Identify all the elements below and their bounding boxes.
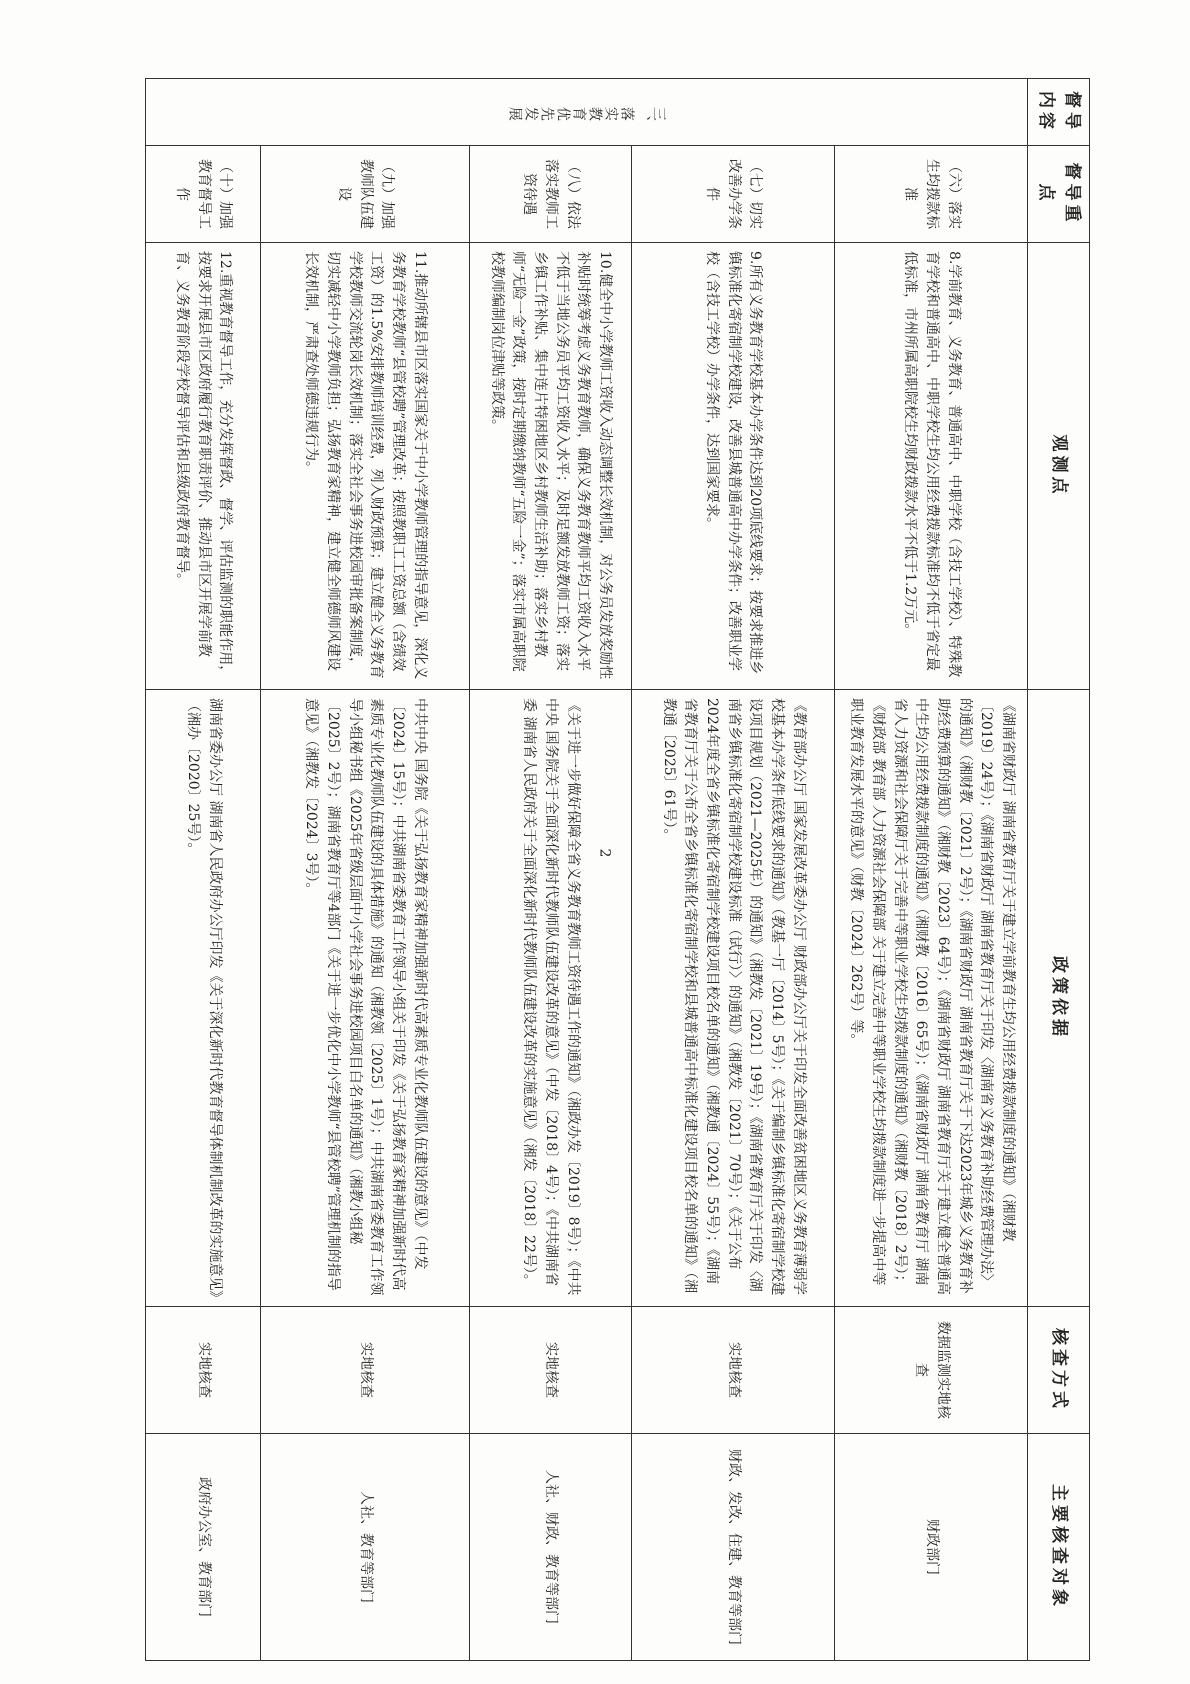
row-method: 实地核查 bbox=[631, 1307, 835, 1434]
table-row bbox=[260, 79, 469, 1661]
row-point: 8.学前教育、义务教育、普通高中、中职学校（含技工学校）、特殊教育学校和普通高中、中职学校生均公用经费拨款标准均不低于省定最低标准，市州所属高职院校生均财政拨款水平不低于1.2万元。 bbox=[835, 243, 1028, 690]
row-method: 数据监测实地核查 bbox=[835, 1307, 1028, 1434]
header-content: 督导内容 bbox=[1028, 79, 1090, 146]
row-key: （十）加强教育督导工作 bbox=[146, 146, 261, 243]
row-key: （六）落实生均拨款标准 bbox=[835, 146, 1028, 243]
row-basis: 湖南省委办公厅 湖南省人民政府办公厅印发《关于深化新时代教育督导体制机制改革的实施意见》（湘办〔2020〕25号）。 bbox=[146, 690, 261, 1307]
row-target: 财政部门 bbox=[835, 1434, 1028, 1661]
row-key: （八）依法落实教师工资待遇 bbox=[469, 146, 631, 243]
row-target: 财政、发改、住建、教育等部门 bbox=[631, 1434, 835, 1661]
table-row bbox=[469, 79, 631, 1661]
row-basis: 《教育部办公厅 国家发展改革委办公厅 财政部办公厅关于印发全面改善贫困地区义务教育薄弱学校基本办学条件底线要求的通知》（教基一厅〔2014〕5号）；《关于编制乡镇标准化寄宿制学校建设项目规划（2021—2025年）的通知》（湘教发〔2021〕19号）；《湖南省教育厅关于印发〈湖南省乡镇标准化寄宿制学校建设标准（试行）〉的通知》（湘教发〔2021〕70号）；《关于公布2024年度全省乡镇标准化寄宿制学校建设项目校名单的通知》（湘教通〔2024〕55号）；《湖南省教育厅关于公布全省乡镇标准化寄宿制学校和县城普通高中标准化建设项目校名单的通知》（湘教通〔2025〕61号）。 bbox=[631, 690, 835, 1307]
table-row bbox=[146, 79, 261, 1661]
row-basis: 《湖南省财政厅 湖南省教育厅关于建立学前教育生均公用经费拨款制度的通知》（湘财教〔2019〕24号）；《湖南省财政厅 湖南省教育厅关于印发〈湖南省义务教育补助经费管理办法〉的通知》（湘财教〔2021〕2号）；《湖南省财政厅 湖南省教育厅关于下达2023年城乡义务教育补助经费预算的通知》（湘财教〔2023〕64号）；《湖南省财政厅 湖南省教育厅关于建立健全普通高中生均公用经费拨款制度的通知》（湘财教〔2016〕65号）；《湖南省财政厅 湖南省教育厅 湖南省人力资源和社会保障厅关于完善中等职业学校生均拨款制度的通知》（湘财教〔2018〕2号）；《财政部 教育部 人力资源社会保障部 关于建立完善中等职业学校生均拨款制度进一步提高中等职业教育发展水平的意见》（财教〔2024〕262号）等。 bbox=[835, 690, 1028, 1307]
row-point: 9.所有义务教育学校基本办学条件达到20项底线要求；按要求推进乡镇标准化寄宿制学校建设，改善县城普通高中办学条件；改善职业学校（含技工学校）办学条件，达到国家要求。 bbox=[631, 243, 835, 690]
row-target: 人社、教育等部门 bbox=[260, 1434, 469, 1661]
header-key: 督导重点 bbox=[1028, 146, 1090, 243]
row-target: 政府办公室、教育部门 bbox=[146, 1434, 261, 1661]
header-point: 观测点 bbox=[1028, 243, 1090, 690]
group-label: 三、落实教育优先发展 bbox=[146, 79, 1028, 146]
row-target: 人社、财政、教育等部门 bbox=[469, 1434, 631, 1661]
table-header-row bbox=[1028, 79, 1090, 1661]
row-basis: 《关于进一步做好保障全省义务教育教师工资待遇工作的通知》（湘政办发〔2019〕8号）；《中共中央 国务院关于全面深化新时代教师队伍建设改革的意见》（中发〔2018〕4号）；《中共湖南省委 湖南省人民政府关于全面深化新时代教师队伍建设改革的实施意见》（湘发〔2018〕22号）。 bbox=[469, 690, 631, 1307]
row-point: 11.推动所辖县市区落实国家关于中小学教师管理的指导意见，深化义务教育学校教师“县管校聘”管理改革；按照教职工工资总额（含绩效工资）的1.5%安排教师培训经费，列入财政预算；建立健全义务教育学校教师交流轮岗长效机制；落实全社会事务进校园审批备案制度，切实减轻中小学教师负担；弘扬教育家精神，建立健全师德师风建设长效机制，严肃查处师德违规行为。 bbox=[260, 243, 469, 690]
header-method: 核查方式 bbox=[1028, 1307, 1090, 1434]
row-point: 10.健全中小学教师工资收入动态调整长效机制，对公务员发放奖励性补贴时统筹考虑义务教育教师，确保义务教育教师平均工资收入水平不低于当地公务员平均工资收入水平；及时足额发放教师工资；落实乡镇工作补贴、集中连片特困地区乡村教师生活补助；落实乡村教师“无险一金”政策，按时定期缴纳教师“五险一金”；落实市属高职院校教师编制岗位津贴等政策。 bbox=[469, 243, 631, 690]
rotated-table-sheet bbox=[145, 78, 1090, 1645]
row-key: （九）加强教师队伍建设 bbox=[260, 146, 469, 243]
row-method: 实地核查 bbox=[146, 1307, 261, 1434]
supervision-table bbox=[145, 78, 1090, 1661]
table-row bbox=[835, 79, 1028, 1661]
table-row bbox=[631, 79, 835, 1661]
page-number: 2 bbox=[596, 848, 613, 858]
row-basis: 中共中央 国务院《关于弘扬教育家精神加强新时代高素质专业化教师队伍建设的意见》（中发〔2024〕15号）；中共湖南省委教育工作领导小组关于印发《关于弘扬教育家精神加强新时代高素质专业化教师队伍建设的具体措施》的通知（湘教领〔2025〕1号）；中共湖南省委教育工作领导小组秘书组《2025年省级层面中小学社会事务进校园项目白名单的通知》（湘教小组秘〔2025〕2号）；湖南省教育厅等4部门《关于进一步优化中小学教师“县管校聘”管理机制的指导意见》（湘教发〔2024〕3号）。 bbox=[260, 690, 469, 1307]
row-method: 实地核查 bbox=[260, 1307, 469, 1434]
header-target: 主要核查对象 bbox=[1028, 1434, 1090, 1661]
header-basis: 政策依据 bbox=[1028, 690, 1090, 1307]
row-point: 12.重视教育督导工作，充分发挥督政、督学、评估监测的职能作用，按要求开展县市区政府履行教育职责评价、推动县市区开展学前教育、义务教育阶段学校督导评估和县级政府教育督导。 bbox=[146, 243, 261, 690]
row-key: （七）切实改善办学条件 bbox=[631, 146, 835, 243]
row-method: 实地核查 bbox=[469, 1307, 631, 1434]
